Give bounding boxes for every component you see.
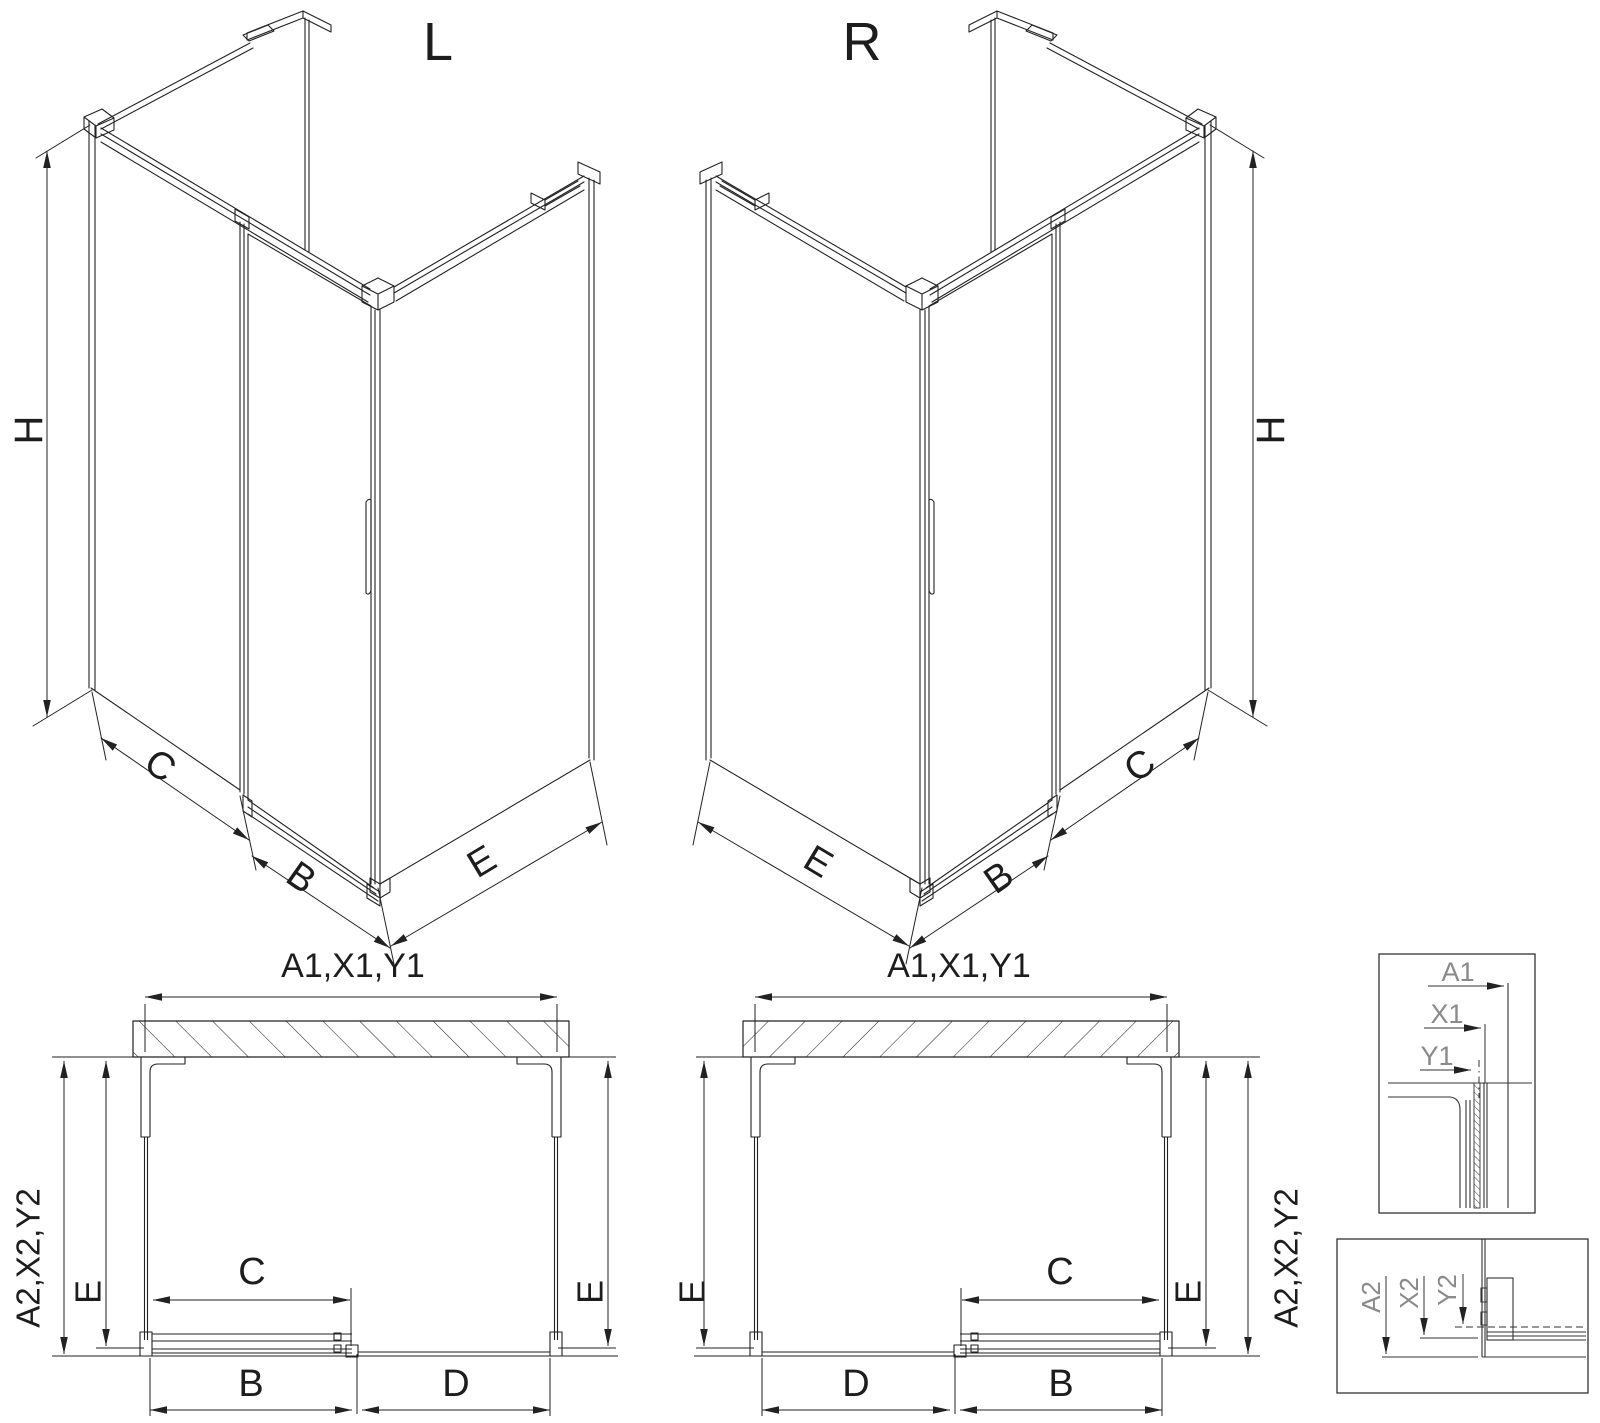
detail-top-profile-section (1379, 954, 1535, 1213)
plan-right-dim-e-left: E (671, 1279, 713, 1305)
detail-top-label-a1: A1 (1441, 957, 1475, 987)
detail-top-label-y1: Y1 (1420, 1041, 1454, 1071)
iso-left-title: L (422, 12, 454, 72)
plan-left-dim-b: B (238, 1363, 264, 1405)
iso-left-dim-c: C (136, 740, 184, 792)
plan-left-dim-depth: A2,X2,Y2 (9, 1188, 47, 1328)
plan-left-dim-c: C (238, 1251, 266, 1293)
plan-right-dim-width: A1,X1,Y1 (887, 947, 1031, 985)
plan-left-dim-e-left: E (67, 1279, 109, 1305)
plan-right-dim-c: C (1046, 1251, 1074, 1293)
plan-view-right-drawing (694, 997, 1260, 1416)
plan-left-dim-d: D (442, 1363, 470, 1405)
plan-left-dim-e-right: E (569, 1279, 611, 1305)
iso-left-dim-e: E (460, 837, 504, 887)
iso-left-dim-b: B (278, 853, 324, 903)
iso-right-dim-e: E (796, 837, 840, 887)
plan-left-dim-width: A1,X1,Y1 (281, 947, 425, 985)
plan-right-dim-d: D (842, 1363, 870, 1405)
plan-right-dim-depth: A2,X2,Y2 (1267, 1188, 1305, 1328)
detail-bottom-profile-section (1337, 1239, 1588, 1393)
plan-right-dim-b: B (1048, 1363, 1074, 1405)
iso-right-dim-h: H (1249, 415, 1293, 445)
plan-right-dim-e-right: E (1167, 1279, 1209, 1305)
detail-bottom-label-x2: X2 (1394, 1277, 1424, 1309)
detail-top-label-x1: X1 (1430, 999, 1464, 1029)
iso-left-dim-h: H (7, 415, 51, 445)
iso-view-left-drawing (33, 11, 607, 964)
iso-right-dim-b: B (976, 853, 1022, 903)
detail-bottom-label-a2: A2 (1356, 1281, 1386, 1313)
iso-right-dim-c: C (1116, 740, 1164, 792)
iso-view-right-drawing (693, 11, 1267, 964)
plan-view-left-drawing (52, 997, 618, 1416)
iso-right-title: R (842, 12, 882, 72)
detail-bottom-label-y2: Y2 (1432, 1274, 1462, 1306)
